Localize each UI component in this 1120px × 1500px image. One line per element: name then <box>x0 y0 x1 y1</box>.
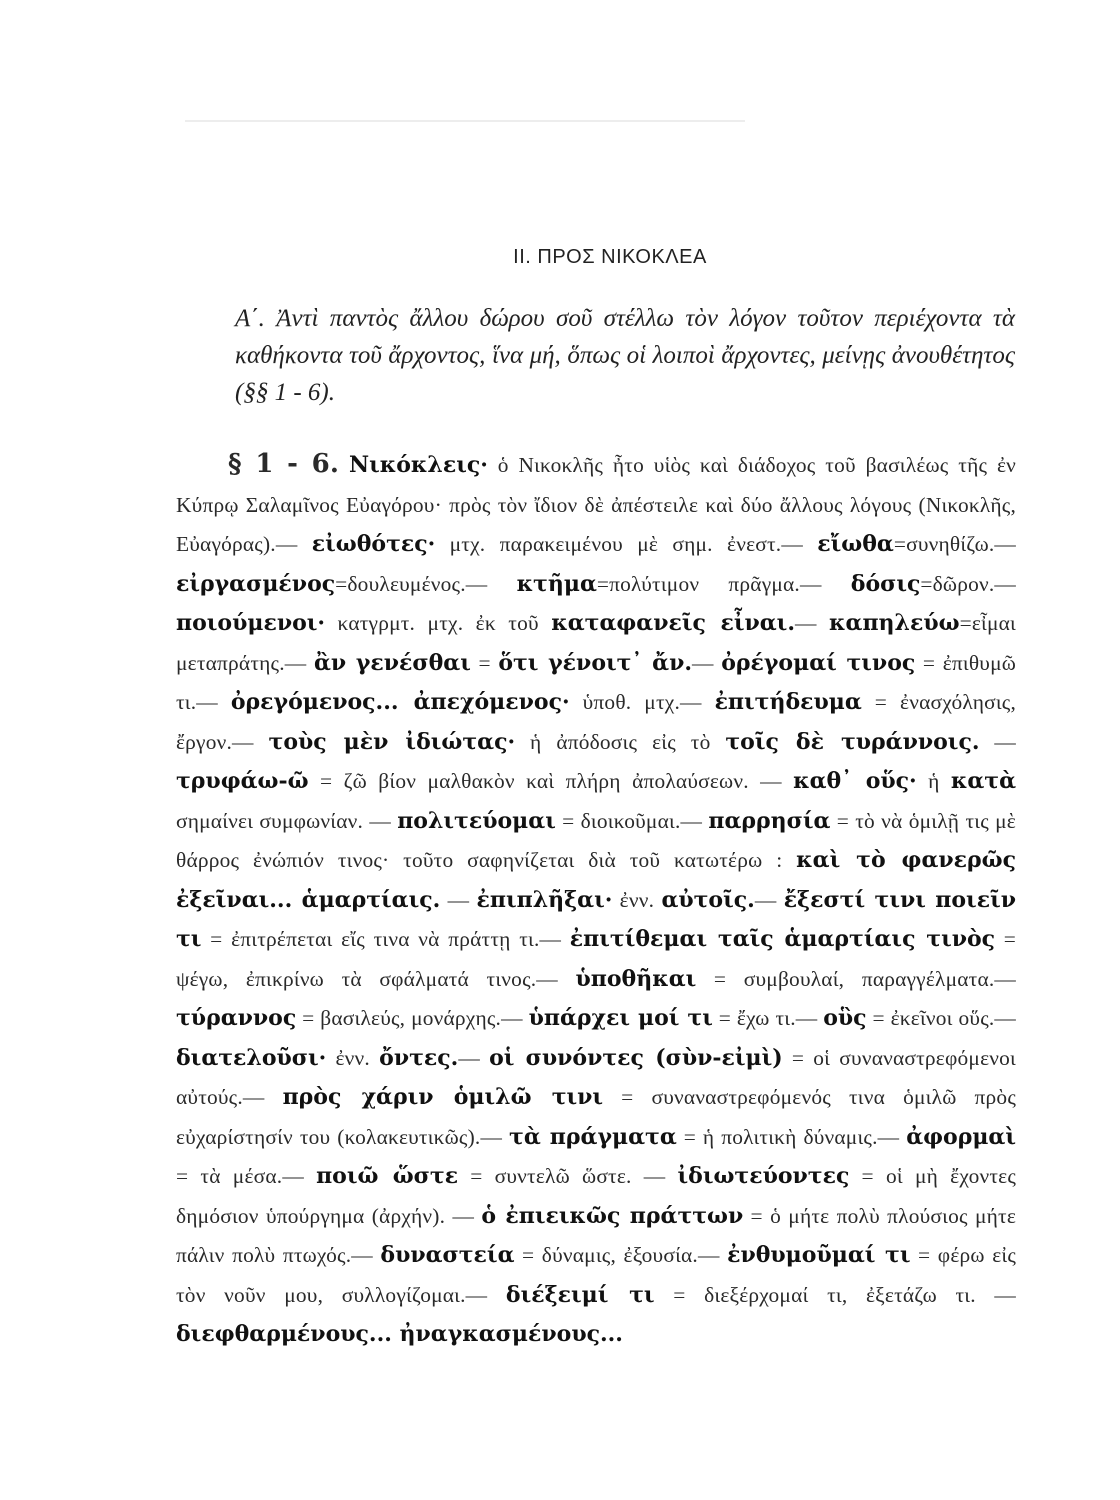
lemma-term: ὄντες. <box>379 1044 459 1071</box>
gloss-text: = ψέγω, ἐπικρίνω τὰ σφάλματά τινος.— <box>176 927 1017 991</box>
gloss-text: = ἡ πολιτικὴ δύναμις.— <box>676 1124 907 1149</box>
lemma-term: κατὰ <box>950 768 1017 794</box>
lemma-term: δυναστεία <box>380 1242 515 1268</box>
gloss-text: =εἶμαι μεταπράτης.— <box>176 611 1016 675</box>
gloss-text: = διοικοῦμαι.— <box>555 808 709 833</box>
lemma-term: τρυφάω-ῶ <box>176 768 309 794</box>
gloss-text: ὁ Νικοκλῆς ἦτο υἱὸς καὶ διάδοχος τοῦ βασιλέως τῆς ἐν Κύπρῳ Σαλαμῖνος Εὐαγόρου· πρὸς τὸν ἴδιον δὲ ἀπέστειλε καὶ δύο ἄλλους λόγους (Νικοκλῆς, Εὐαγόρας).— <box>176 453 1016 556</box>
gloss-text: = ὁ μήτε πολὺ πλούσιος μήτε πάλιν πολὺ πτωχός.— <box>176 1203 1016 1267</box>
lemma-term: Νικόκλεις· <box>349 452 488 478</box>
lemma-term: πρὸς χάριν ὁμιλῶ τινι <box>282 1084 604 1110</box>
lemma-term: ποιούμενοι· <box>176 610 326 636</box>
lemma-term: τοὺς μὲν ἰδιώτας· <box>268 728 516 755</box>
lemma-term: ἀφορμαὶ <box>906 1123 1017 1150</box>
lemma-term: παρρησία <box>708 807 831 834</box>
lemma-term: τύραννος <box>176 1005 297 1031</box>
lemma-term: ἐνθυμοῦμαί τι <box>727 1242 911 1268</box>
gloss-text: — <box>754 887 784 912</box>
section-number: § 1 - 6. <box>228 449 340 479</box>
lemma-term: ἂν γενέσθαι <box>313 649 471 676</box>
gloss-text: ἐνν. <box>612 887 662 912</box>
lemma-term: ἰδιωτεύοντες <box>677 1163 850 1189</box>
lemma-term: ἐπιτίθεμαι ταῖς ἁμαρτίαις τινὸς <box>569 926 996 952</box>
gloss-text: = ἔχω τι.— <box>712 1006 824 1030</box>
lemma-term: ὅτι γένοιτ᾽ ἄν. <box>498 649 693 676</box>
gloss-text: ἐνν. <box>326 1045 380 1070</box>
lemma-term: εἰργασμένος <box>176 570 336 597</box>
gloss-text: = ἐκεῖνοι οὕς.— <box>866 1006 1017 1030</box>
gloss-text: = τὰ μέσα.— <box>176 1164 317 1188</box>
gloss-text: = <box>470 650 499 675</box>
gloss-text: =πολύτιμον πρᾶγμα.— <box>596 571 851 596</box>
lemma-term: καπηλεύω <box>829 610 960 636</box>
lemma-term: ὀρέγομαί τινος <box>721 649 916 676</box>
lemma-term: καὶ τὸ φανερῶς ἐξεῖναι... ἁμαρτίαις. <box>176 847 1016 913</box>
lemma-term: ἐπιτήδευμα <box>714 689 862 715</box>
page-title: II. ΠΡΟΣ ΝΙΚΟΚΛΕΑ <box>513 246 707 268</box>
lemma-term: τὰ πράγματα <box>509 1123 677 1150</box>
gloss-text: — <box>979 729 1016 754</box>
gloss-text: = συμβουλαί, παραγγέλματα.— <box>696 966 1016 991</box>
gloss-text: = διεξέρχομαί τι, ἐξετάζω τι. — <box>654 1282 1016 1307</box>
gloss-text: = ἐπιτρέπεται εἴς τινα νὰ πράττῃ τι.— <box>201 927 570 951</box>
gloss-text: — <box>440 887 477 912</box>
gloss-text: μτχ. παρακειμένου μὲ σημ. ἐνεστ.— <box>435 532 818 556</box>
lemma-term: πολιτεύομαι <box>397 807 556 834</box>
gloss-text: = τὸ νὰ ὁμιλῇ τις μὲ θάρρος ἐνώπιόν τινος· τοῦτο σαφηνίζεται διὰ τοῦ κατωτέρω : <box>176 808 1016 872</box>
lemma-term: ἐπιπλῆξαι· <box>476 886 613 913</box>
gloss-text: = δύναμις, ἐξουσία.— <box>514 1243 728 1267</box>
gloss-text: =δῶρον.— <box>920 571 1016 596</box>
lemma-term: καταφανεῖς εἶναι. <box>551 610 795 636</box>
faint-rule <box>185 120 745 122</box>
gloss-text: ὑποθ. μτχ.— <box>569 690 715 714</box>
lemma-term: ποιῶ ὥστε <box>316 1163 459 1189</box>
lemma-term: τοῖς δὲ τυράννοις. <box>725 728 980 755</box>
lemma-term: διεφθαρμένους... ἠναγκασμένους... <box>176 1321 623 1347</box>
gloss-text: = οἱ συναναστρεφόμενοι αὐτούς.— <box>176 1045 1016 1109</box>
gloss-text: = οἱ μὴ ἔχοντες δημόσιον ὑπούργημα (ἀρχήν). — <box>176 1164 1017 1228</box>
gloss-text: — <box>458 1045 490 1070</box>
gloss-text: ἡ ἀπόδοσις εἰς τὸ <box>515 729 726 754</box>
gloss-text: = ἐνασχόλησις, ἔργον.— <box>176 690 1017 754</box>
lemma-term: καθ᾽ οὕς· <box>793 768 917 794</box>
summary-paragraph: Α΄. Ἀντὶ παντὸς ἄλλου δώρου σοῦ στέλλω τὸν λόγον τοῦτον περιέχοντα τὰ καθήκοντα τοῦ ἄρχοντος, ἵνα μή, ὅπως οἱ λοιποὶ ἄρχοντες, μείνῃς ἀνουθέτητος (§§ 1 - 6). <box>235 305 1015 406</box>
lemma-term: εἴωθα <box>817 531 894 557</box>
lemma-term: ὑποθῆκαι <box>575 965 697 992</box>
gloss-text: ἡ <box>916 769 951 793</box>
lemma-term: οἱ συνόντες (σὺν-εἰμὶ) <box>489 1044 783 1071</box>
lemma-term: οὓς <box>823 1005 867 1031</box>
gloss-text: = συναναστρεφόμενός τινα ὁμιλῶ πρὸς εὐχαρίστησίν του (κολακευτικῶς).— <box>176 1085 1017 1149</box>
lemma-term: δόσις <box>850 570 921 597</box>
gloss-text: = ἐπιθυμῶ τι.— <box>176 650 1017 714</box>
commentary-text <box>176 453 1016 1346</box>
gloss-text: =συνηθίζω.— <box>893 532 1016 556</box>
lemma-term: ὑπάρχει μοί τι <box>528 1005 713 1031</box>
gloss-text: = φέρω εἰς τὸν νοῦν μου, συλλογίζομαι.— <box>176 1243 1017 1307</box>
lemma-term: ὀρεγόμενος... ἀπεχόμενος· <box>230 689 570 715</box>
gloss-text: = συντελῶ ὥστε. — <box>458 1164 678 1188</box>
gloss-text: =δουλευμένος.— <box>335 571 517 596</box>
lemma-term: κτῆμα <box>516 570 597 597</box>
gloss-text: — <box>794 611 830 635</box>
lemma-term: διέξειμί τι <box>505 1281 655 1308</box>
gloss-text: = ζῶ βίον μαλθακὸν καὶ πλήρη ἀπολαύσεων. — <box>308 769 794 793</box>
gloss-text: κατγρμτ. μτχ. ἐκ τοῦ <box>325 611 552 635</box>
lemma-term: ἔξεστί τινι ποιεῖν τι <box>176 886 1016 952</box>
lemma-term: αὐτοῖς. <box>661 886 755 913</box>
commentary-paragraph <box>176 445 1016 1355</box>
lemma-term: διατελοῦσι· <box>176 1044 327 1071</box>
lemma-term: ὁ ἐπιεικῶς πράττων <box>481 1202 744 1229</box>
gloss-text: = βασιλεύς, μονάρχης.— <box>296 1006 529 1030</box>
gloss-text: σημαίνει συμφωνίαν. — <box>176 808 398 833</box>
lemma-term: εἰωθότες· <box>311 531 436 557</box>
gloss-text: — <box>692 650 722 675</box>
